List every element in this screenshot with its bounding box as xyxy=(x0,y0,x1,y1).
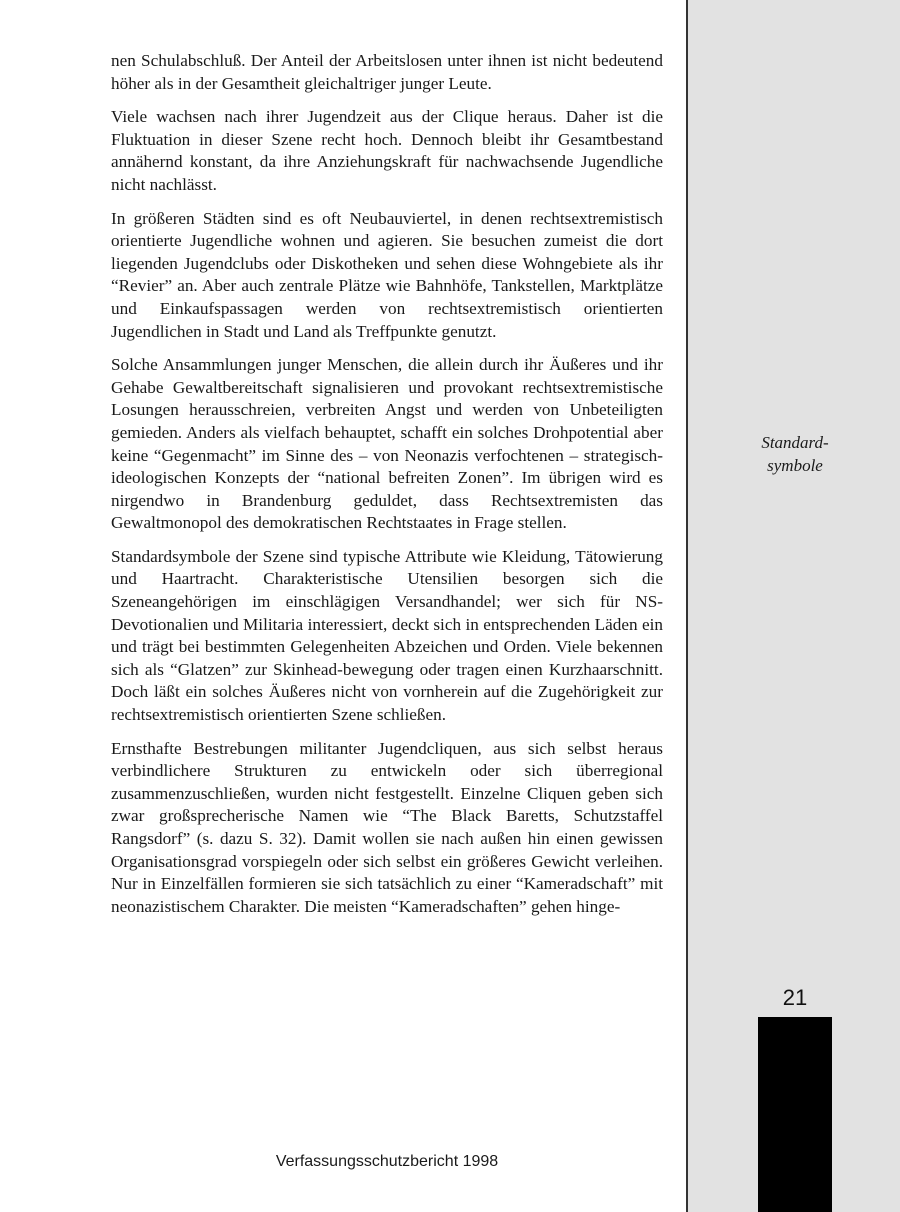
page-number: 21 xyxy=(782,985,808,1010)
margin-note: Standard- symbole xyxy=(761,433,829,475)
page-footer: Verfassungsschutzbericht 1998 xyxy=(275,1153,499,1170)
body-paragraph-3: In größeren Städten sind es oft Neubauviertel, in denen rechtsextremistisch orientierte Jugendliche wohnen und agieren. Sie besuchen zumeist die dort liegenden Jugendclubs oder Diskotheken und sehen diese Wohngebiete als ihr “Revier” an. Aber auch zentrale Plätze wie Bahnhöfe, Tankstellen, Marktplätze und Einkaufspassagen werden von rechtsextremistisch orientierten Jugendlichen in Stadt und Land als Treffpunkte genutzt. xyxy=(111,208,663,341)
thumb-index-tab xyxy=(758,1017,832,1212)
main-text-column xyxy=(111,50,663,929)
margin-sidebar xyxy=(686,0,900,1212)
body-paragraph-5: Standardsymbole der Szene sind typische Attribute wie Kleidung, Tätowierung und Haartracht. Charakteristische Utensilien besorgen sich die Szeneangehörigen im einschlägigen Versandhandel; wer sich für NS-Devotionalien und Militaria interessiert, deckt sich in entsprechenden Läden ein und trägt bei bestimmten Gelegenheiten Abzeichen und Orden. Viele bekennen sich als “Glatzen” zur Skinhead-bewegung oder tragen einen Kurzhaarschnitt. Doch läßt ein solches Äußeres nicht von vornherein auf die Zugehörigkeit zur rechtsextremistisch orientierten Szene schließen. xyxy=(111,546,663,725)
body-paragraph-1: nen Schulabschluß. Der Anteil der Arbeitslosen unter ihnen ist nicht bedeutend höher als in der Gesamtheit gleichaltriger junger Leute. xyxy=(111,51,663,93)
body-paragraph-4: Solche Ansammlungen junger Menschen, die allein durch ihr Äußeres und ihr Gehabe Gewaltbereitschaft signalisieren und provokant rechtsextremistische Losungen herausschreien, verbreiten Angst und werden von Unbeteiligten gemieden. Anders als vielfach behauptet, schafft ein solches Drohpotential aber keine “Gegenmacht” im Sinne des – von Neonazis verfochtenen – strategisch-ideologischen Konzepts der “national befreiten Zonen”. Im übrigen wird es nirgendwo in Brandenburg geduldet, dass Rechtsextremisten das Gewaltmonopol des demokratischen Rechtstaates in Frage stellen. xyxy=(111,355,663,533)
body-paragraph-2: Viele wachsen nach ihrer Jugendzeit aus der Clique heraus. Daher ist die Fluktuation in dieser Szene recht hoch. Dennoch bleibt ihr Gesamtbestand annähernd konstant, da ihre Anziehungskraft für nachwachsende Jugendliche nicht nachlässt. xyxy=(111,107,663,194)
body-paragraph-6: Ernsthafte Bestrebungen militanter Jugendcliquen, aus sich selbst heraus verbindlichere Strukturen zu entwickeln oder sich überregional zusammenzuschließen, wurden nicht festgestellt. Einzelne Cliquen geben sich zwar großsprecherische Namen wie “The Black Baretts, Schutzstaffel Rangsdorf” (s. dazu S. 32). Damit wollen sie nach außen hin einen gewissen Organisationsgrad vorspiegeln oder sich selbst ein größeres Gewicht verleihen. Nur in Einzelfällen formieren sie sich tatsächlich zu einer “Kameradschaft” mit neonazistischem Charakter. Die meisten “Kameradschaften” gehen hinge- xyxy=(111,738,663,916)
